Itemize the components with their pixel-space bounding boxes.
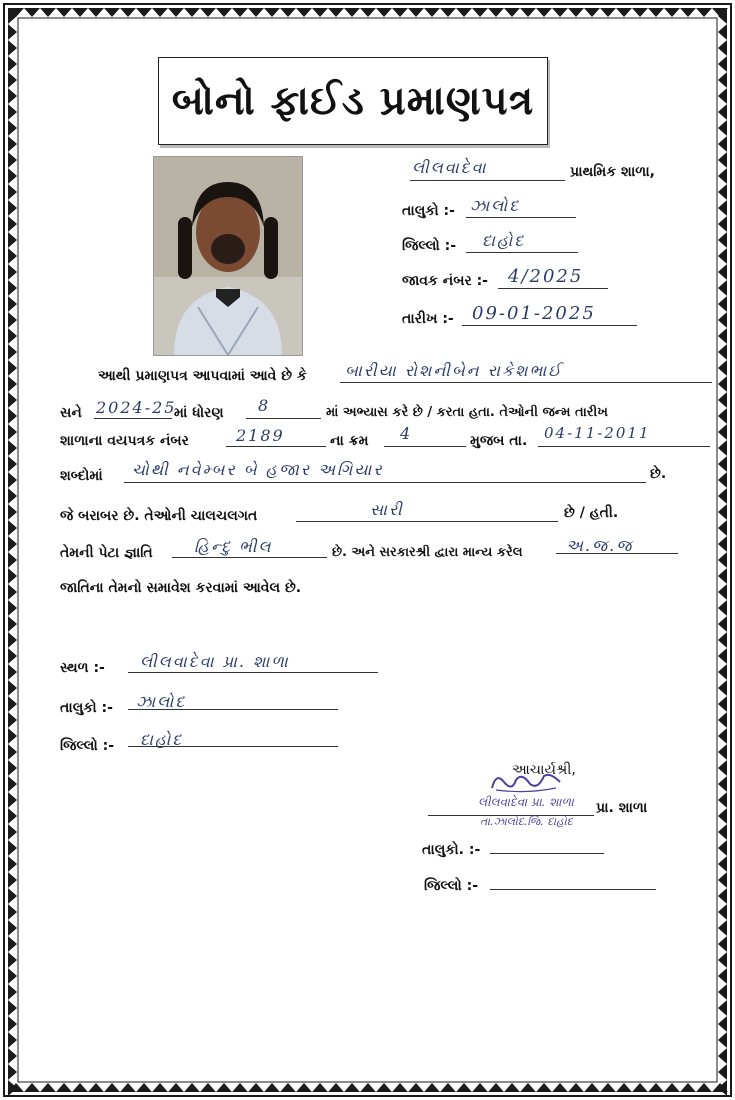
stamp-place: તા.ઝાલોદ.જિ. દાહોદ [480, 815, 573, 828]
footer-district-line [128, 746, 338, 747]
school-name-line [410, 180, 565, 181]
body-line3-a: શાળાના વયપત્રક નંબર [60, 433, 189, 449]
date-line [462, 325, 637, 326]
body-line7: જાતિના તેમનો સમાવેશ કરવામાં આવેલ છે. [60, 580, 302, 596]
stamp-school: લીલવાદેવા પ્રા. શાળા [478, 795, 574, 809]
body-line2-c: માં અભ્યાસ કરે છે / કરતા હતા. તેઓની જન્મ તારીખ [326, 405, 608, 420]
body-line6-b: છે. અને સરકારશ્રી દ્વારા માન્ય કરેલ [332, 545, 523, 560]
dob-in-words-line [124, 482, 646, 483]
register-number-line [226, 446, 326, 447]
school-taluka-label: તાલુકો :- [402, 203, 455, 219]
school-taluka-line [466, 217, 576, 218]
footer-taluka-value: ઝાલોદ [136, 692, 187, 711]
serial-number-line [384, 446, 466, 447]
body-line2-a: સને [60, 405, 82, 421]
body-line4-b: છે. [650, 466, 667, 482]
signature-taluka-line [490, 853, 604, 854]
body-line3-c: મુજબ તા. [470, 433, 528, 449]
school-taluka-value: ઝાલોદ [470, 196, 521, 215]
outward-label: જાવક નંબર :- [402, 273, 488, 289]
body-line5-b: છે / હતી. [564, 505, 619, 521]
date-of-birth-line [538, 446, 710, 447]
subcaste-line [172, 557, 327, 558]
footer-district-label: જિલ્લો :- [60, 738, 115, 754]
date-label: તારીખ :- [402, 311, 454, 327]
body-line5-a: જે બરાબર છે. તેઓની ચાલચલગત [60, 508, 258, 524]
outward-value: 4/2025 [508, 266, 584, 287]
student-name: બારીયા રોશનીબેન રાકેશભાઈ [345, 361, 563, 380]
footer-taluka-label: તાલુકો :- [60, 700, 113, 716]
principal-signature [486, 768, 566, 796]
academic-year: 2024-25 [96, 398, 177, 417]
school-district-label: જિલ્લો :- [402, 238, 457, 254]
signature-district-label: જિલ્લો :- [424, 878, 479, 894]
category-line [556, 553, 678, 554]
body-line6-a: તેમની પેટા જ્ઞાતિ [60, 545, 153, 561]
place-line [128, 672, 378, 673]
signature-district-line [490, 889, 656, 890]
body-line4-a: શબ્દોમાં [60, 468, 103, 484]
standard-value: 8 [258, 396, 271, 415]
place-label: સ્થળ :- [60, 660, 105, 676]
body-line1-prefix: આથી પ્રમાણપત્ર આપવામાં આવે છે કે [98, 368, 307, 384]
place-value: લીલવાદેવા પ્રા. શાળા [140, 652, 290, 671]
academic-year-line [94, 418, 172, 419]
certificate-title: બોનો ફાઈડ પ્રમાણપત્ર [171, 78, 535, 124]
school-district-value: દાહોદ [482, 231, 526, 250]
date-value: 09-01-2025 [472, 303, 596, 324]
footer-district-value: દાહોદ [140, 730, 184, 749]
date-of-birth: 04-11-2011 [544, 424, 651, 442]
signature-school-suffix: પ્રા. શાળા [596, 800, 648, 816]
school-district-line [466, 252, 578, 253]
school-suffix: પ્રાથમિક શાળા, [570, 164, 655, 180]
body-line3-b: ના ક્રમ [330, 433, 369, 449]
student-name-line [340, 382, 712, 383]
outward-line [498, 288, 608, 289]
conduct-line [296, 521, 558, 522]
signature-taluka-label: તાલુકો. :- [422, 842, 481, 858]
standard-line [246, 418, 321, 419]
serial-number: 4 [400, 424, 413, 443]
student-photo [153, 156, 303, 356]
register-number: 2189 [236, 426, 285, 445]
footer-taluka-line [128, 709, 338, 710]
principal-title: આચાર્યશ્રી, [512, 762, 576, 778]
category-value: અ.જ.જ [566, 536, 634, 555]
body-line2-b: માં ધોરણ [174, 405, 224, 421]
subcaste-value: હિન્દુ ભીલ [194, 537, 273, 556]
school-name-value: લીલવાદેવા [412, 158, 488, 177]
certificate-title-box [158, 57, 548, 145]
conduct-value: સારી [370, 500, 404, 519]
dob-in-words: ચોથી નવેમ્બર બે હજાર અગિયાર [132, 460, 384, 479]
